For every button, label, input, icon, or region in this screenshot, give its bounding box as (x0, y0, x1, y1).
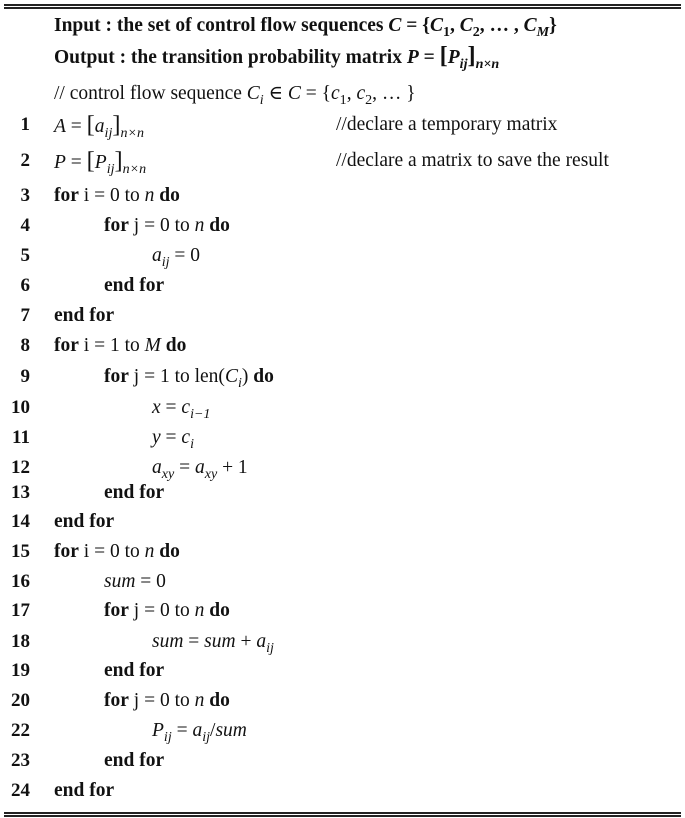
line-number: 9 (20, 366, 30, 387)
code-line (0, 716, 685, 746)
code-line (0, 362, 685, 392)
code-statement: for i = 0 to n do (54, 541, 180, 562)
line-number: 17 (11, 600, 30, 621)
line-number: 4 (20, 215, 30, 236)
line-number: 22 (11, 720, 30, 741)
line-number: 1 (20, 114, 30, 135)
code-line (0, 241, 685, 271)
code-line (0, 656, 685, 686)
code-statement: end for (54, 511, 115, 532)
code-statement: for i = 0 to n do (54, 185, 180, 206)
math-symbol: = (423, 47, 435, 68)
math-symbol: C (459, 15, 473, 36)
code-statement: $a_{ij} = 0$ (152, 245, 201, 270)
code-line (0, 478, 685, 508)
code-statement: $P = [P_{ij}]_{n\times n}$ (54, 147, 147, 177)
math-symbol: C (429, 15, 443, 36)
code-statement: $P_{ij} = a_{ij}/sum$ (152, 720, 247, 745)
math-symbol: = { (406, 15, 430, 36)
code-statement: for j = 0 to n do (104, 690, 230, 711)
code-statement: sum = 0 (104, 571, 166, 592)
header-comment: // control flow sequence $C_i$ ∈ $C = \{c_1$, $c_2$, … } (54, 83, 416, 108)
code-statement: $a_{xy} = a_{xy} + 1$ (152, 457, 248, 482)
line-number: 20 (11, 690, 30, 711)
code-statement: $y = c_i$ (152, 427, 194, 452)
line-number: 5 (20, 245, 30, 266)
code-line (0, 271, 685, 301)
line-number: 24 (11, 780, 30, 801)
top-rule (4, 4, 681, 6)
line-number: 16 (11, 571, 30, 592)
code-line (0, 537, 685, 567)
math-symbol: c (356, 83, 366, 104)
line-number: 13 (11, 482, 30, 503)
math-symbol: = { (305, 83, 332, 104)
code-line (0, 746, 685, 776)
code-line (0, 686, 685, 716)
math-subscript: 2 (365, 91, 373, 108)
code-statement: end for (54, 305, 115, 326)
math-symbol: C (388, 15, 402, 36)
math-symbol: C (523, 15, 537, 36)
code-line (0, 423, 685, 453)
line-number: 2 (20, 150, 30, 171)
code-statement: end for (54, 780, 115, 801)
code-statement: end for (104, 750, 165, 771)
code-statement: $A = [a_{ij}]_{n\times n}$ (54, 111, 144, 141)
bottom-rule (4, 812, 681, 814)
math-subscript: 1 (339, 91, 347, 108)
math-subscript: n×n (475, 55, 500, 72)
input-label: Input : the set of control flow sequences (54, 15, 384, 36)
line-number: 10 (11, 397, 30, 418)
code-statement: for j = 0 to n do (104, 215, 230, 236)
math-symbol: , … , (479, 15, 519, 36)
math-subscript: M (536, 23, 550, 40)
top-rule-inner (4, 7, 681, 9)
line-number: 8 (20, 335, 30, 356)
code-line (0, 507, 685, 537)
code-line (0, 110, 685, 140)
algorithm-output: Output : the transition probability matrix $P = [P_{ij}]_{n\times n}$ (54, 42, 500, 72)
line-number: 12 (11, 457, 30, 478)
math-subscript: 1 (442, 23, 450, 40)
code-line (0, 181, 685, 211)
math-symbol: P (406, 47, 419, 68)
math-symbol: } (549, 15, 557, 36)
code-statement: for j = 1 to $len(C_i)$ do (104, 366, 274, 391)
bottom-rule-inner (4, 815, 681, 817)
code-line (0, 146, 685, 176)
math-symbol: ∈ (268, 83, 284, 104)
line-number: 15 (11, 541, 30, 562)
math-subscript: ij (459, 55, 468, 72)
code-statement: sum = sum + $a_{ij}$ (152, 631, 274, 656)
math-subscript: i (259, 91, 264, 108)
code-line (0, 567, 685, 597)
line-number: 23 (11, 750, 30, 771)
math-symbol: c (331, 83, 340, 104)
code-statement: $x = c_{i-1}$ (152, 397, 211, 422)
math-symbol: , … } (372, 83, 416, 104)
math-symbol: P (447, 47, 460, 68)
line-number: 3 (20, 185, 30, 206)
math-symbol: C (287, 83, 301, 104)
code-line (0, 211, 685, 241)
line-number: 7 (20, 305, 30, 326)
code-statement: end for (104, 482, 165, 503)
algorithm-input: Input : the set of control flow sequences $C = \{C_1$, $C_2$, … , $C_M$} (54, 15, 557, 40)
math-subscript: 2 (472, 23, 480, 40)
line-number: 11 (12, 427, 30, 448)
code-comment: //declare a temporary matrix (336, 114, 558, 135)
code-statement: for i = 1 to M do (54, 335, 187, 356)
code-line (0, 627, 685, 657)
line-number: 6 (20, 275, 30, 296)
code-line (0, 776, 685, 806)
code-statement: end for (104, 275, 165, 296)
code-statement: end for (104, 660, 165, 681)
line-number: 14 (11, 511, 30, 532)
line-number: 19 (11, 660, 30, 681)
output-label: Output : the transition probability matrix (54, 47, 402, 68)
code-line (0, 301, 685, 331)
code-line (0, 331, 685, 361)
code-line (0, 393, 685, 423)
code-statement: for j = 0 to n do (104, 600, 230, 621)
code-comment: //declare a matrix to save the result (336, 150, 609, 171)
math-symbol: C (246, 83, 260, 104)
line-number: 18 (11, 631, 30, 652)
comment-text: // control flow sequence (54, 83, 242, 104)
code-line (0, 596, 685, 626)
